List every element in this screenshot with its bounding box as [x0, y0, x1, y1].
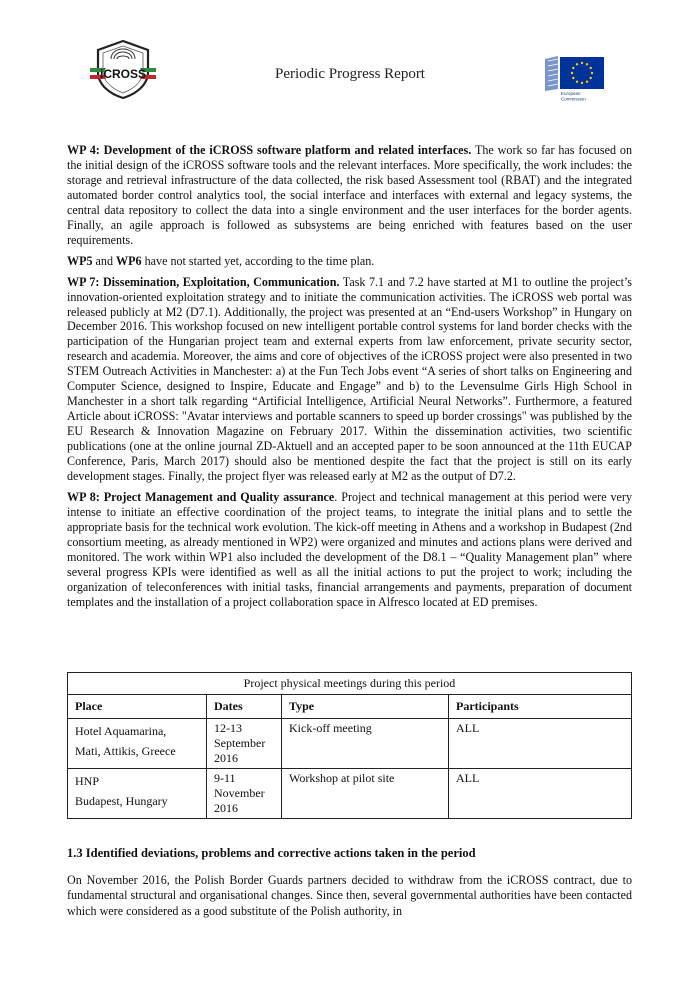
- wp5-label: WP5: [67, 253, 93, 268]
- wp4-heading: WP 4: Development of the iCROSS software platform and related interfaces.: [67, 143, 472, 157]
- table-header-place: Place: [68, 695, 207, 719]
- table-cell-place: [68, 719, 207, 769]
- table-header-row: [68, 695, 632, 719]
- ec-text-line1: European: [561, 91, 581, 96]
- table-row: [68, 719, 632, 769]
- wp8-paragraph: [67, 490, 632, 610]
- table-cell-dates: [207, 769, 282, 819]
- wp4-paragraph: [67, 143, 632, 248]
- place-line: Budapest, Hungary: [75, 794, 168, 808]
- place-line: Hotel Aquamarina,: [75, 724, 167, 738]
- table-cell-participants: ALL: [449, 769, 632, 819]
- table-header-participants: Participants: [449, 695, 632, 719]
- wp8-text: . Project and technical management at this period were very intense to initiate an effective coordination of the project teams, to integrate the initial plans and to settle the appropriate basis for the technical work evolution. The kick-off meeting in Athens and a workshop in Budapest (2nd consortium meeting, as already mentioned in WP2) were organized and minutes and actions plans were derived and monitored. The work within WP1 also included the development of the D8.1 – “Quality Management plan” where several progress KPIs were identified as well as all the initial actions to put the project to work; including the organization of teleconferences with initial tasks, financial arrangements and payments, preparation of document templates and the installation of a project collaboration space in Alfresco located at ED premises.: [67, 489, 632, 609]
- page-header: [0, 0, 700, 125]
- wp7-paragraph: [67, 275, 632, 484]
- wp56-and: and: [92, 253, 117, 268]
- wp7-text: Task 7.1 and 7.2 have started at M1 to outline the project’s innovation-oriented exploitation strategy and to initiate the communication activities. The iCROSS web portal was released publicly at M2 (D7.1). Additionally, the project was presented at an “End-users Workshop” in Hungary on December 2016. This workshop focused on new intelligent portable control systems for land border checks with the participation of the Hungarian project team and external experts from law enforcement, private security sector, research and academia. Moreover, the aims and core of objectives of the iCROSS project were also presented in two STEM Outreach Activities in Manchester: a) at the Fun Tech Jobs event “A series of short talks on Engineering and Computer Science, designed to Inspire, Educate and Engage” and b) to the Levensulme Girls High School in Manchester in a short talk regarding “Artificial Intelligence, Artificial Neural Networks”. Furthermore, a featured Article about iCROSS: "Avatar interviews and portable scanners to speed up border crossings" was published by the EU Research & Innovation Magazine on February 2017. Within the dissemination activities, two scientific publications (one at the online journal ZD-Aktuell and an accepted paper to be soon announced at the 11th EUCAP Conference, Paris, March 2017) should also be mentioned despite the fact that the project is still on its early development stages. Finally, the project flyer was released early at M2 as the output of D7.2.: [67, 274, 632, 484]
- date-line: November: [214, 786, 265, 800]
- date-line: 9-11: [214, 771, 236, 785]
- wp4-text: The work so far has focused on the initial design of the iCROSS software tools and the relevant interfaces. More specifically, the work includes: the storage and retrieval infrastructure of the data collected, the risk based Assessment tool (RBAT) and the integrated automated border control analytics tool, the social interface and interfaces with external and legacy systems, the central data repository to collect the data into a single environment and the user interfaces for the border agents. Finally, an agile approach is followed as subsystems are being enriched with features based on the user requirements.: [67, 143, 633, 247]
- table-cell-participants: ALL: [449, 719, 632, 769]
- section-heading: 1.3 Identified deviations, problems and corrective actions taken in the period: [67, 846, 476, 860]
- icross-logo-text: iCROSS: [99, 67, 147, 81]
- date-line: 2016: [214, 801, 238, 815]
- place-line: HNP: [75, 774, 100, 788]
- table-cell-place: [68, 769, 207, 819]
- table-header-type: Type: [282, 695, 449, 719]
- report-body: [67, 143, 632, 616]
- table-cell-type: Workshop at pilot site: [282, 769, 449, 819]
- date-line: 12-13: [214, 721, 242, 735]
- wp7-heading: WP 7: Dissemination, Exploitation, Communication.: [67, 274, 340, 289]
- table-cell-type: Kick-off meeting: [282, 719, 449, 769]
- table-caption: Project physical meetings during this period: [68, 673, 632, 695]
- table-cell-dates: [207, 719, 282, 769]
- page-header-title: Periodic Progress Report: [275, 66, 425, 82]
- ec-text-line2: Commission: [561, 96, 586, 102]
- table-header-dates: Dates: [207, 695, 282, 719]
- wp8-heading: WP 8: Project Management and Quality assurance: [67, 489, 335, 504]
- wp5-wp6-paragraph: [67, 254, 632, 269]
- wp6-label: WP6: [116, 253, 142, 268]
- date-line: September: [214, 736, 266, 750]
- table-caption-row: [68, 673, 632, 695]
- section-paragraph: On November 2016, the Polish Border Guards partners decided to withdraw from the iCROSS contract, due to fundamental structural and organisational changes. Since then, several governmental authorities have been contacted which were considered as a good substitute of the Polish authority, in: [67, 873, 632, 918]
- european-commission-logo: [544, 55, 606, 103]
- place-line: Mati, Attikis, Greece: [75, 744, 176, 758]
- wp56-text: have not started yet, according to the time plan.: [141, 253, 375, 268]
- meetings-table: [67, 672, 632, 819]
- table-row: [68, 769, 632, 819]
- date-line: 2016: [214, 751, 238, 765]
